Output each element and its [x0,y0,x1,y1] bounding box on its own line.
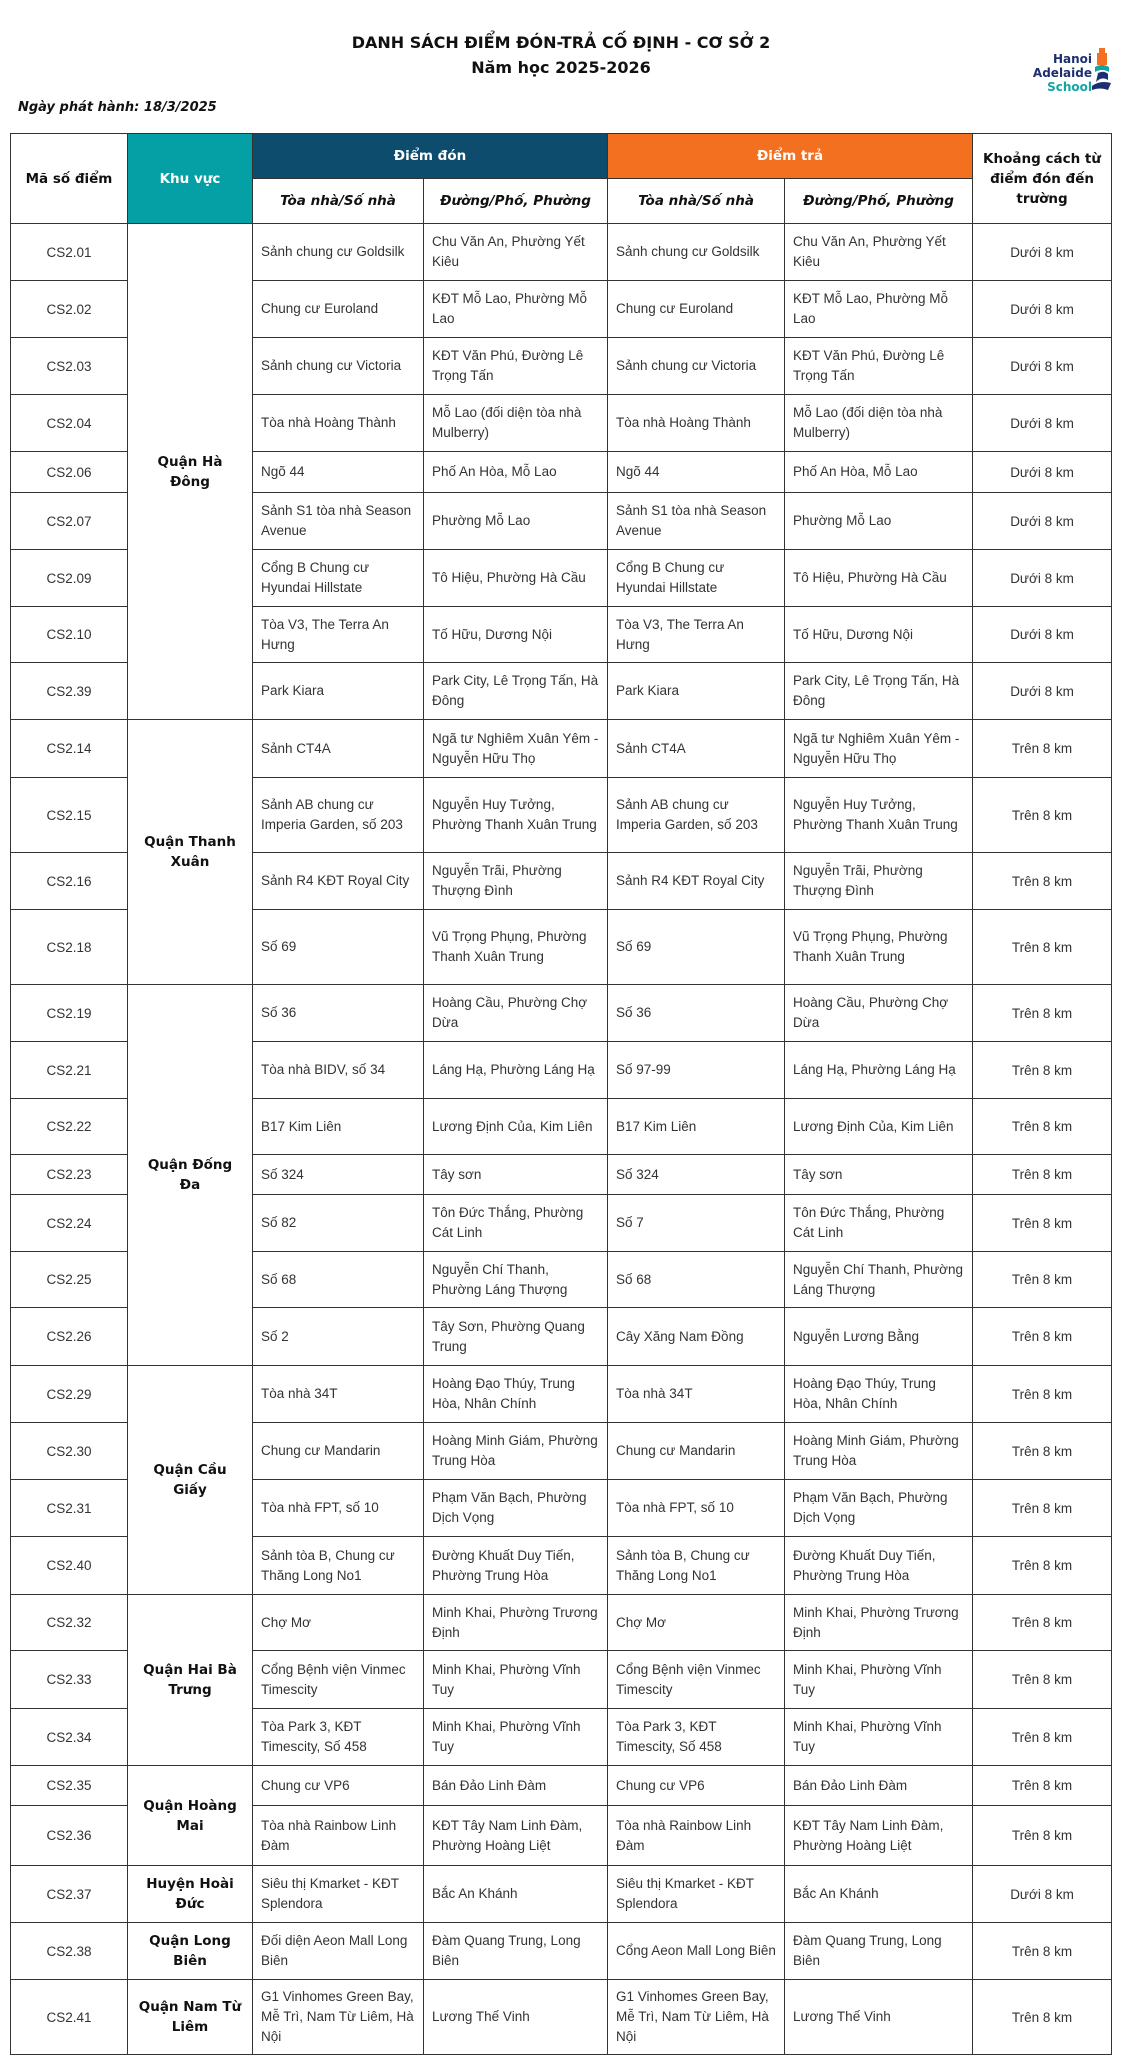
pickup-building: Siêu thị Kmarket - KĐT Splendora [253,1866,424,1923]
pickup-building: Sảnh chung cư Goldsilk [253,224,424,281]
dropoff-building: Số 7 [608,1195,785,1252]
pickup-dropoff-table [10,133,1112,2055]
point-code: CS2.18 [11,910,128,985]
point-code: CS2.16 [11,853,128,910]
point-code: CS2.02 [11,281,128,338]
point-code: CS2.40 [11,1537,128,1595]
dropoff-building: Cổng B Chung cư Hyundai Hillstate [608,550,785,607]
header-dropoff-street: Đường/Phố, Phường [785,179,973,224]
logo-line-3: School [1047,80,1092,94]
pickup-building: Số 68 [253,1252,424,1308]
point-code: CS2.35 [11,1766,128,1806]
pickup-building: Sảnh chung cư Victoria [253,338,424,395]
distance: Trên 8 km [973,1595,1112,1651]
point-code: CS2.24 [11,1195,128,1252]
distance: Trên 8 km [973,1766,1112,1806]
dropoff-street: Tây sơn [785,1155,973,1195]
point-code: CS2.31 [11,1480,128,1537]
dropoff-building: Tòa nhà Rainbow Linh Đàm [608,1806,785,1866]
school-logo [1028,44,1118,104]
pickup-building: Sảnh CT4A [253,720,424,778]
pickup-building: Cổng Bệnh viện Vinmec Timescity [253,1651,424,1709]
point-code: CS2.09 [11,550,128,607]
dropoff-building: Siêu thị Kmarket - KĐT Splendora [608,1866,785,1923]
dropoff-street: Nguyễn Trãi, Phường Thượng Đình [785,853,973,910]
table-row [11,1595,1112,1651]
distance: Trên 8 km [973,1423,1112,1480]
pickup-street-text: KĐT Tây Nam Linh Đàm, Phường Hoàng Liệt [432,1817,583,1853]
table-row [11,1766,1112,1806]
pickup-street: Đàm Quang Trung, Long Biên [424,1923,608,1980]
document-title [0,30,1122,80]
pickup-building: Sảnh S1 tòa nhà Season Avenue [253,493,424,550]
pickup-building: Tòa nhà BIDV, số 34 [253,1042,424,1099]
dropoff-building: Số 324 [608,1155,785,1195]
distance: Trên 8 km [973,1806,1112,1866]
pickup-street: Tây sơn [424,1155,608,1195]
dropoff-building: Sảnh CT4A [608,720,785,778]
pickup-street: Tây Sơn, Phường Quang Trung [424,1308,608,1366]
dropoff-building: Sảnh chung cư Goldsilk [608,224,785,281]
pickup-building: Tòa nhà 34T [253,1366,424,1423]
distance: Trên 8 km [973,853,1112,910]
dropoff-building: Ngõ 44 [608,452,785,493]
dropoff-street: Lương Định Của, Kim Liên [785,1099,973,1155]
pickup-street: Vũ Trọng Phụng, Phường Thanh Xuân Trung [424,910,608,985]
dropoff-street [785,1537,973,1595]
pickup-building: Chung cư Mandarin [253,1423,424,1480]
dropoff-building: Tòa nhà 34T [608,1366,785,1423]
dropoff-street [785,1806,973,1866]
pickup-street: Minh Khai, Phường Vĩnh Tuy [424,1709,608,1766]
dropoff-building: Cây Xăng Nam Đồng [608,1308,785,1366]
dropoff-street-text: Đường Khuất Duy Tiến, Phường Trung Hòa [793,1547,936,1583]
pickup-street: Mỗ Lao (đối diện tòa nhà Mulberry) [424,395,608,452]
distance: Trên 8 km [973,1480,1112,1537]
dropoff-street: Láng Hạ, Phường Láng Hạ [785,1042,973,1099]
pickup-building: B17 Kim Liên [253,1099,424,1155]
dropoff-street-text: KĐT Tây Nam Linh Đàm, Phường Hoàng Liệt [793,1817,944,1853]
dropoff-building: Số 69 [608,910,785,985]
pickup-street: Hoàng Minh Giám, Phường Trung Hòa [424,1423,608,1480]
dropoff-building: Cổng Bệnh viện Vinmec Timescity [608,1651,785,1709]
pickup-street: Bắc An Khánh [424,1866,608,1923]
point-code: CS2.25 [11,1252,128,1308]
pickup-street: KĐT Văn Phú, Đường Lê Trọng Tấn [424,338,608,395]
pickup-building: Tòa nhà FPT, số 10 [253,1480,424,1537]
dropoff-building: Chung cư Mandarin [608,1423,785,1480]
point-code: CS2.21 [11,1042,128,1099]
table-row [11,985,1112,1042]
point-code: CS2.33 [11,1651,128,1709]
point-code: CS2.36 [11,1806,128,1866]
dropoff-building: Chợ Mơ [608,1595,785,1651]
dropoff-street-text: Hoàng Đạo Thúy, Trung Hòa, Nhân Chính [793,1376,936,1411]
pickup-building: G1 Vinhomes Green Bay, Mễ Trì, Nam Từ Liêm, Hà Nội [253,1980,424,2055]
pickup-building: Số 36 [253,985,424,1042]
area-name: Quận Hai Bà Trưng [128,1595,253,1766]
dropoff-street: Nguyễn Huy Tưởng, Phường Thanh Xuân Trung [785,778,973,853]
dropoff-street: KĐT Mỗ Lao, Phường Mỗ Lao [785,281,973,338]
pickup-building: Tòa nhà Rainbow Linh Đàm [253,1806,424,1866]
distance: Dưới 8 km [973,550,1112,607]
title-line-1: DANH SÁCH ĐIỂM ĐÓN-TRẢ CỐ ĐỊNH - CƠ SỞ 2 [351,33,771,52]
distance: Trên 8 km [973,720,1112,778]
pickup-street: Chu Văn An, Phường Yết Kiêu [424,224,608,281]
area-name: Quận Long Biên [128,1923,253,1980]
dropoff-street: Lương Thế Vinh [785,1980,973,2055]
dropoff-building: Sảnh AB chung cư Imperia Garden, số 203 [608,778,785,853]
dropoff-street: Minh Khai, Phường Trương Định [785,1595,973,1651]
header-pickup-street: Đường/Phố, Phường [424,179,608,224]
pickup-building: Tòa V3, The Terra An Hưng [253,607,424,663]
area-name: Quận Nam Từ Liêm [128,1980,253,2055]
distance: Trên 8 km [973,1195,1112,1252]
distance: Trên 8 km [973,985,1112,1042]
pickup-building: Sảnh AB chung cư Imperia Garden, số 203 [253,778,424,853]
area-name: Quận Hoàng Mai [128,1766,253,1866]
point-code: CS2.15 [11,778,128,853]
point-code: CS2.07 [11,493,128,550]
dropoff-street: Phạm Văn Bạch, Phường Dịch Vọng [785,1480,973,1537]
dropoff-building: Số 68 [608,1252,785,1308]
pickup-building: Số 69 [253,910,424,985]
table-body [11,224,1112,2055]
dropoff-building: Tòa nhà FPT, số 10 [608,1480,785,1537]
dropoff-street: Tôn Đức Thắng, Phường Cát Linh [785,1195,973,1252]
dropoff-street [785,1366,973,1423]
pickup-street: KĐT Mỗ Lao, Phường Mỗ Lao [424,281,608,338]
pickup-street [424,1537,608,1595]
pickup-street: Phạm Văn Bạch, Phường Dịch Vọng [424,1480,608,1537]
distance: Trên 8 km [973,1155,1112,1195]
distance: Dưới 8 km [973,1866,1112,1923]
distance: Trên 8 km [973,1042,1112,1099]
pickup-street: Minh Khai, Phường Vĩnh Tuy [424,1651,608,1709]
table-row [11,720,1112,778]
point-code: CS2.39 [11,663,128,720]
pickup-street [424,720,608,778]
dropoff-street: Tô Hiệu, Phường Hà Cầu [785,550,973,607]
distance: Trên 8 km [973,1099,1112,1155]
dropoff-street: Hoàng Cầu, Phường Chợ Dừa [785,985,973,1042]
point-code: CS2.19 [11,985,128,1042]
pickup-building: Sảnh tòa B, Chung cư Thăng Long No1 [253,1537,424,1595]
distance: Trên 8 km [973,1308,1112,1366]
distance: Dưới 8 km [973,663,1112,720]
dropoff-street: Park City, Lê Trọng Tấn, Hà Đông [785,663,973,720]
header-pickup: Điểm đón [253,134,608,179]
pickup-building: Chợ Mơ [253,1595,424,1651]
point-code: CS2.03 [11,338,128,395]
dropoff-street: Minh Khai, Phường Vĩnh Tuy [785,1709,973,1766]
dropoff-building: Sảnh chung cư Victoria [608,338,785,395]
logo-line-2: Adelaide [1032,66,1092,80]
distance: Dưới 8 km [973,281,1112,338]
header-pickup-building: Tòa nhà/Số nhà [253,179,424,224]
distance: Trên 8 km [973,1709,1112,1766]
pickup-building: Tòa Park 3, KĐT Timescity, Số 458 [253,1709,424,1766]
pickup-street: Tôn Đức Thắng, Phường Cát Linh [424,1195,608,1252]
distance: Dưới 8 km [973,607,1112,663]
pickup-building: Số 324 [253,1155,424,1195]
dropoff-street [785,720,973,778]
distance: Dưới 8 km [973,493,1112,550]
dropoff-building: Sảnh R4 KĐT Royal City [608,853,785,910]
pickup-street [424,1806,608,1866]
issue-date: Ngày phát hành: 18/3/2025 [18,100,217,115]
dropoff-street: Nguyễn Lương Bằng [785,1308,973,1366]
dropoff-building: Tòa nhà Hoàng Thành [608,395,785,452]
table-row [11,224,1112,281]
distance: Dưới 8 km [973,452,1112,493]
pickup-building: Chung cư VP6 [253,1766,424,1806]
pickup-street: Nguyễn Trãi, Phường Thượng Đình [424,853,608,910]
dropoff-street: Phố An Hòa, Mỗ Lao [785,452,973,493]
point-code: CS2.37 [11,1866,128,1923]
distance: Trên 8 km [973,778,1112,853]
pickup-street: Minh Khai, Phường Trương Định [424,1595,608,1651]
pickup-building: Cổng B Chung cư Hyundai Hillstate [253,550,424,607]
point-code: CS2.22 [11,1099,128,1155]
header-distance: Khoảng cách từ điểm đón đến trường [973,134,1112,224]
dropoff-building: Chung cư Euroland [608,281,785,338]
point-code: CS2.41 [11,1980,128,2055]
pickup-street: Nguyễn Huy Tưởng, Phường Thanh Xuân Trung [424,778,608,853]
pickup-street: Hoàng Cầu, Phường Chợ Dừa [424,985,608,1042]
pickup-building: Park Kiara [253,663,424,720]
distance: Trên 8 km [973,1252,1112,1308]
point-code: CS2.14 [11,720,128,778]
pickup-street: Tố Hữu, Dương Nội [424,607,608,663]
point-code: CS2.23 [11,1155,128,1195]
dropoff-building: B17 Kim Liên [608,1099,785,1155]
dropoff-building: Sảnh tòa B, Chung cư Thăng Long No1 [608,1537,785,1595]
distance: Trên 8 km [973,910,1112,985]
dropoff-building: Sảnh S1 tòa nhà Season Avenue [608,493,785,550]
title-line-2: Năm học 2025-2026 [471,58,651,77]
point-code: CS2.04 [11,395,128,452]
table-row [11,1866,1112,1923]
pickup-street: Nguyễn Chí Thanh, Phường Láng Thượng [424,1252,608,1308]
pickup-street: Lương Định Của, Kim Liên [424,1099,608,1155]
distance: Trên 8 km [973,1923,1112,1980]
point-code: CS2.32 [11,1595,128,1651]
header-dropoff: Điểm trả [608,134,973,179]
header-dropoff-building: Tòa nhà/Số nhà [608,179,785,224]
pickup-street: Láng Hạ, Phường Láng Hạ [424,1042,608,1099]
point-code: CS2.01 [11,224,128,281]
lighthouse-icon [1092,46,1112,94]
point-code: CS2.06 [11,452,128,493]
pickup-street: Park City, Lê Trọng Tấn, Hà Đông [424,663,608,720]
point-code: CS2.38 [11,1923,128,1980]
pickup-building: Tòa nhà Hoàng Thành [253,395,424,452]
pickup-street-text: Hoàng Đạo Thúy, Trung Hòa, Nhân Chính [432,1376,575,1411]
area-name: Quận Hà Đông [128,224,253,720]
dropoff-street: Bắc An Khánh [785,1866,973,1923]
pickup-street: Phố An Hòa, Mỗ Lao [424,452,608,493]
point-code: CS2.10 [11,607,128,663]
distance: Dưới 8 km [973,224,1112,281]
dropoff-street: Minh Khai, Phường Vĩnh Tuy [785,1651,973,1709]
distance: Trên 8 km [973,1537,1112,1595]
area-name: Quận Thanh Xuân [128,720,253,985]
pickup-building: Chung cư Euroland [253,281,424,338]
pickup-street-text: Đường Khuất Duy Tiến, Phường Trung Hòa [432,1547,575,1583]
area-name: Huyện Hoài Đức [128,1866,253,1923]
dropoff-building: Park Kiara [608,663,785,720]
pickup-building: Số 82 [253,1195,424,1252]
distance: Trên 8 km [973,1651,1112,1709]
pickup-street: Bán Đảo Linh Đàm [424,1766,608,1806]
distance: Dưới 8 km [973,395,1112,452]
dropoff-street: Mỗ Lao (đối diện tòa nhà Mulberry) [785,395,973,452]
table-row [11,1980,1112,2055]
dropoff-building: Số 36 [608,985,785,1042]
dropoff-street: Hoàng Minh Giám, Phường Trung Hòa [785,1423,973,1480]
pickup-street [424,1366,608,1423]
header-area: Khu vực [128,134,253,224]
dropoff-street: Đàm Quang Trung, Long Biên [785,1923,973,1980]
dropoff-building: Cổng Aeon Mall Long Biên [608,1923,785,1980]
distance: Trên 8 km [973,1980,1112,2055]
dropoff-building: Chung cư VP6 [608,1766,785,1806]
distance: Trên 8 km [973,1366,1112,1423]
distance: Dưới 8 km [973,338,1112,395]
pickup-street: Tô Hiệu, Phường Hà Cầu [424,550,608,607]
dropoff-building: Tòa Park 3, KĐT Timescity, Số 458 [608,1709,785,1766]
dropoff-street: KĐT Văn Phú, Đường Lê Trọng Tấn [785,338,973,395]
pickup-street-text: Ngã tư Nghiêm Xuân Yêm - Nguyễn Hữu Thọ [432,730,599,766]
table-row [11,1366,1112,1423]
dropoff-street: Nguyễn Chí Thanh, Phường Láng Thượng [785,1252,973,1308]
dropoff-street: Phường Mỗ Lao [785,493,973,550]
dropoff-street: Tố Hữu, Dương Nội [785,607,973,663]
pickup-street: Phường Mỗ Lao [424,493,608,550]
area-name: Quận Đống Đa [128,985,253,1366]
dropoff-street-text: Ngã tư Nghiêm Xuân Yêm - Nguyễn Hữu Thọ [793,730,960,766]
area-name: Quận Cầu Giấy [128,1366,253,1595]
dropoff-street: Vũ Trọng Phụng, Phường Thanh Xuân Trung [785,910,973,985]
pickup-building: Ngõ 44 [253,452,424,493]
pickup-street: Lương Thế Vinh [424,1980,608,2055]
point-code: CS2.29 [11,1366,128,1423]
point-code: CS2.30 [11,1423,128,1480]
dropoff-street: Chu Văn An, Phường Yết Kiêu [785,224,973,281]
header-code: Mã số điểm [11,134,128,224]
table-row [11,1923,1112,1980]
pickup-building: Đối diện Aeon Mall Long Biên [253,1923,424,1980]
dropoff-building: G1 Vinhomes Green Bay, Mễ Trì, Nam Từ Liêm, Hà Nội [608,1980,785,2055]
dropoff-building: Tòa V3, The Terra An Hưng [608,607,785,663]
pickup-building: Số 2 [253,1308,424,1366]
point-code: CS2.34 [11,1709,128,1766]
point-code: CS2.26 [11,1308,128,1366]
dropoff-street: Bán Đảo Linh Đàm [785,1766,973,1806]
pickup-building: Sảnh R4 KĐT Royal City [253,853,424,910]
dropoff-building: Số 97-99 [608,1042,785,1099]
logo-line-1: Hanoi [1052,52,1092,66]
